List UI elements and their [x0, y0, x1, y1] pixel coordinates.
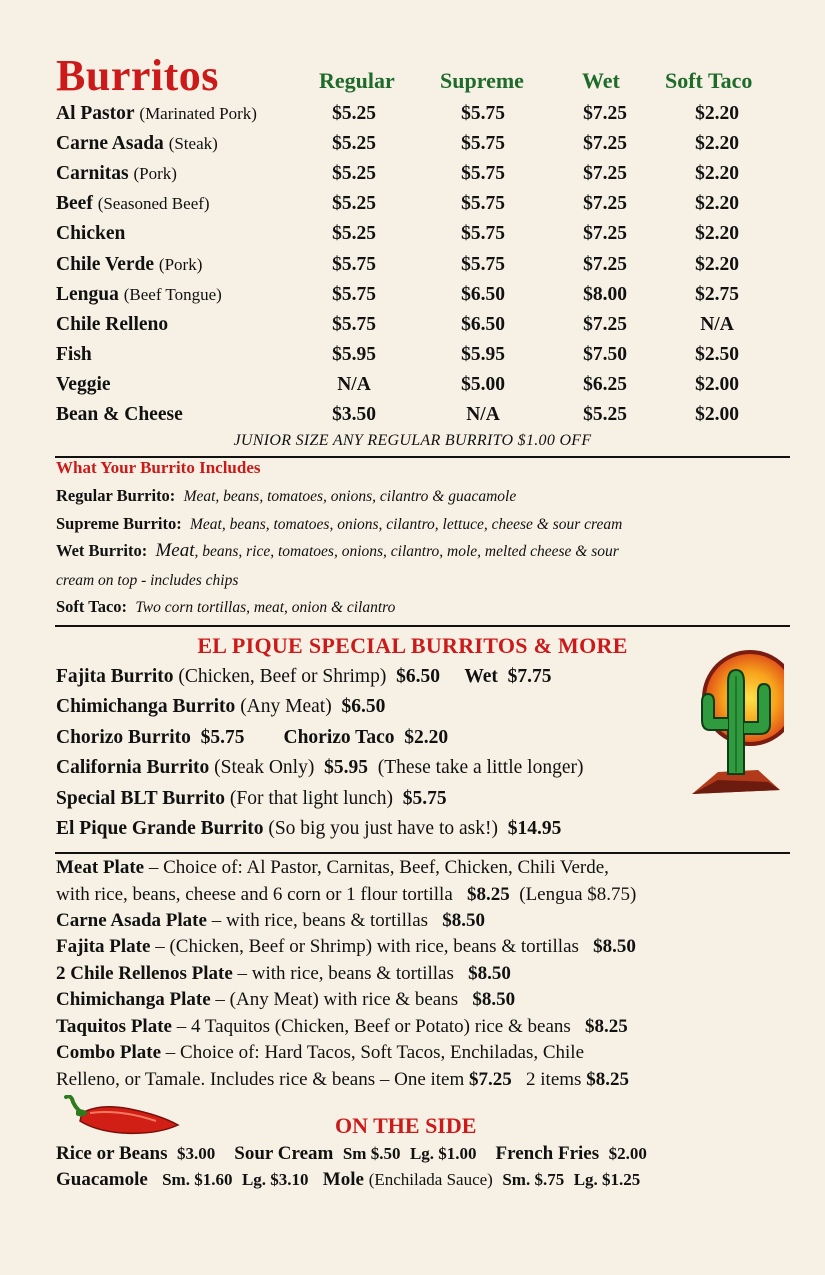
- item-price: Lg. $1.25: [573, 1170, 641, 1189]
- price-cell: $5.00: [461, 373, 505, 395]
- item-price: $8.50: [472, 989, 516, 1010]
- item-price: $7.25: [469, 1069, 512, 1090]
- price-cell: $5.75: [461, 163, 505, 185]
- item-desc: (Seasoned Beef): [97, 194, 210, 214]
- col-header-regular: Regular: [319, 68, 395, 93]
- special-chorizo: [56, 727, 448, 749]
- price-cell: $5.75: [332, 313, 376, 335]
- item-name: Chimichanga Plate: [56, 989, 211, 1010]
- item-price: $8.25: [585, 1016, 628, 1037]
- item-name: Chile Relleno: [56, 313, 169, 335]
- burrito-name: [56, 254, 202, 276]
- include-soft-taco: [56, 597, 395, 617]
- col-header-supreme: Supreme: [440, 68, 524, 93]
- price-cell: $7.25: [583, 163, 627, 185]
- include-text: cream on top - includes chips: [56, 572, 239, 589]
- item-name: Al Pastor: [56, 103, 135, 124]
- price-cell: $7.25: [583, 313, 627, 335]
- item-name: California Burrito: [56, 757, 210, 778]
- item-desc: Relleno, or Tamale. Includes rice & beans – One item: [56, 1069, 465, 1090]
- include-text: Meat, beans, tomatoes, onions, cilantro & guacamole: [183, 488, 517, 505]
- burrito-name: [56, 103, 257, 125]
- price-cell: $2.20: [695, 193, 739, 215]
- item-price: $14.95: [507, 818, 562, 839]
- price-cell: $5.25: [583, 404, 627, 425]
- item-price: $5.75: [200, 727, 245, 748]
- plate-chile-rellenos: [56, 963, 511, 985]
- item-name: Mole: [322, 1169, 364, 1190]
- table-row: [0, 284, 825, 314]
- include-label: Regular Burrito:: [56, 486, 176, 505]
- item-name: Chorizo Burrito: [56, 727, 191, 748]
- item-name: 2 Chile Rellenos Plate: [56, 963, 233, 984]
- include-label: Soft Taco:: [56, 597, 128, 616]
- price-cell: $7.25: [583, 103, 627, 124]
- price-cell: $6.50: [461, 283, 505, 305]
- include-text: Meat: [155, 540, 195, 561]
- item-price: $2.00: [608, 1144, 647, 1163]
- price-cell: $7.25: [583, 193, 627, 215]
- item-name: El Pique Grande Burrito: [56, 818, 264, 839]
- item-name: Fajita Plate: [56, 936, 151, 957]
- item-name: Carne Asada: [56, 133, 164, 155]
- item-name: Chicken: [56, 223, 126, 245]
- burrito-name: [56, 284, 222, 306]
- table-row: [0, 133, 825, 163]
- item-price: Sm $.50: [342, 1144, 401, 1163]
- table-row: [0, 193, 825, 223]
- price-cell: $5.75: [332, 283, 376, 305]
- plate-chimichanga: [56, 989, 515, 1011]
- price-cell: $2.00: [695, 404, 739, 425]
- item-price: $7.75: [507, 666, 552, 687]
- include-regular: [56, 486, 516, 506]
- include-label: Supreme Burrito:: [56, 514, 182, 533]
- special-title: EL PIQUE SPECIAL BURRITOS & MORE: [197, 633, 628, 658]
- include-supreme: [56, 514, 622, 534]
- item-desc: (Beef Tongue): [123, 284, 222, 304]
- special-fajita: [56, 666, 552, 688]
- price-cell: $2.20: [695, 103, 739, 124]
- include-text: , beans, rice, tomatoes, onions, cilantro, mole, melted cheese & sour: [194, 543, 619, 560]
- item-desc: (Pork): [158, 254, 203, 274]
- table-row: [0, 223, 825, 253]
- plate-fajita: [56, 936, 636, 958]
- price-cell: $5.75: [461, 103, 505, 124]
- burrito-name: [56, 223, 125, 245]
- item-price: $3.00: [177, 1144, 216, 1163]
- special-blt: [56, 788, 447, 810]
- table-row: [0, 254, 825, 284]
- price-cell: $7.50: [583, 343, 627, 365]
- item-name: Fajita Burrito: [56, 666, 174, 687]
- item-desc: (Marinated Pork): [139, 104, 257, 123]
- price-cell: $8.00: [583, 283, 627, 305]
- item-name: Guacamole: [56, 1169, 148, 1190]
- item-price: $5.75: [402, 788, 447, 809]
- item-desc: – (Any Meat) with rice & beans: [210, 989, 459, 1010]
- item-price: $8.50: [468, 963, 511, 984]
- table-row: [0, 374, 825, 404]
- special-california: [56, 757, 583, 779]
- price-cell: $5.25: [332, 103, 376, 124]
- item-desc: – (Chicken, Beef or Shrimp) with rice, beans & tortillas: [150, 936, 579, 957]
- price-cell: $5.25: [332, 193, 376, 215]
- table-row: [0, 344, 825, 374]
- item-name: Fish: [56, 343, 92, 365]
- item-price: $5.95: [324, 757, 368, 778]
- include-text: Meat, beans, tomatoes, onions, cilantro, lettuce, cheese & sour cream: [189, 516, 623, 533]
- divider: [55, 625, 790, 627]
- includes-title: What Your Burrito Includes: [56, 458, 261, 477]
- price-cell: $2.20: [695, 163, 739, 185]
- plate-meat: [56, 857, 609, 879]
- item-price: $6.50: [396, 666, 440, 687]
- include-label: Wet Burrito:: [56, 541, 148, 560]
- price-cell: $5.75: [461, 223, 505, 245]
- item-desc: (Any Meat): [240, 696, 332, 717]
- item-note: (These take a little longer): [377, 757, 584, 778]
- junior-size-note: JUNIOR SIZE ANY REGULAR BURRITO $1.00 OFF: [233, 432, 592, 449]
- price-cell: $2.50: [695, 343, 739, 365]
- item-price: Lg. $3.10: [241, 1170, 309, 1189]
- burrito-name: [56, 314, 168, 336]
- item-price: Sm. $1.60: [162, 1170, 233, 1189]
- item-price: $8.25: [586, 1069, 629, 1090]
- item-name: Beef: [56, 193, 93, 215]
- price-cell: N/A: [466, 404, 500, 425]
- item-price: $6.50: [341, 696, 386, 717]
- price-cell: $7.25: [583, 133, 627, 155]
- divider: [55, 852, 790, 854]
- item-name: Veggie: [56, 373, 111, 395]
- table-row: [0, 103, 825, 133]
- item-desc: (Pork): [133, 164, 177, 184]
- table-row: [0, 163, 825, 193]
- plate-meat-line2: [56, 884, 636, 906]
- item-name: Carne Asada Plate: [56, 910, 207, 931]
- item-desc: 2 items: [526, 1069, 582, 1090]
- side-row-1: [56, 1143, 647, 1165]
- price-cell: $5.75: [332, 253, 376, 275]
- price-cell: $6.25: [583, 373, 627, 395]
- price-cell: $5.75: [461, 133, 505, 155]
- plate-combo: [56, 1042, 584, 1064]
- item-name: Combo Plate: [56, 1042, 162, 1063]
- item-name: Lengua: [56, 283, 119, 305]
- price-cell: $7.25: [583, 253, 627, 275]
- item-price: Sm. $.75: [502, 1170, 565, 1189]
- plate-taquitos: [56, 1016, 628, 1038]
- item-desc: (Steak Only): [214, 757, 315, 778]
- item-price: Lg. $1.00: [409, 1144, 477, 1163]
- item-name: Rice or Beans: [56, 1143, 168, 1164]
- price-cell: N/A: [700, 313, 734, 335]
- price-cell: $2.20: [695, 223, 739, 245]
- item-desc: (Enchilada Sauce): [368, 1170, 493, 1189]
- side-title: ON THE SIDE: [335, 1113, 477, 1138]
- table-row: [0, 404, 825, 434]
- special-chimichanga: [56, 696, 385, 718]
- burritos-title: Burritos: [56, 51, 219, 100]
- item-desc: (Chicken, Beef or Shrimp): [178, 666, 387, 687]
- burrito-name: [56, 193, 210, 215]
- price-cell: $6.50: [461, 313, 505, 335]
- item-desc: (Steak): [168, 134, 218, 154]
- col-header-wet: Wet: [582, 68, 620, 93]
- item-name: Carnitas: [56, 163, 129, 185]
- include-wet-line2: [56, 570, 238, 590]
- item-name: Chimichanga Burrito: [56, 696, 236, 717]
- price-cell: $7.25: [583, 223, 627, 245]
- plate-combo-line2: [56, 1069, 629, 1091]
- item-desc: – Choice of: Al Pastor, Carnitas, Beef, Chicken, Chili Verde,: [144, 857, 609, 878]
- price-cell: $5.25: [332, 133, 376, 155]
- plate-carne-asada: [56, 910, 485, 932]
- item-price: $8.50: [442, 910, 486, 931]
- item-note: (Lengua $8.75): [519, 884, 637, 905]
- item-desc: – with rice, beans & tortillas: [206, 910, 429, 931]
- price-cell: $5.95: [461, 343, 505, 365]
- item-name: Wet: [464, 666, 498, 687]
- special-grande: [56, 818, 561, 840]
- item-desc: (So big you just have to ask!): [268, 818, 498, 839]
- price-cell: $5.25: [332, 163, 376, 185]
- item-name: Bean & Cheese: [56, 404, 183, 425]
- item-name: French Fries: [495, 1143, 600, 1164]
- item-name: Sour Cream: [234, 1143, 334, 1164]
- item-name: Chorizo Taco: [283, 727, 395, 748]
- burrito-name: [56, 404, 183, 426]
- item-desc: (For that light lunch): [229, 788, 393, 809]
- price-cell: $5.25: [332, 223, 376, 245]
- price-cell: $5.95: [332, 343, 376, 365]
- price-cell: $2.20: [695, 133, 739, 155]
- burrito-name: [56, 344, 92, 366]
- chili-pepper-icon: [60, 1095, 182, 1146]
- price-cell: $2.00: [695, 373, 739, 395]
- price-cell: N/A: [337, 373, 371, 395]
- item-desc: – 4 Taquitos (Chicken, Beef or Potato) rice & beans: [171, 1016, 571, 1037]
- price-cell: $5.75: [461, 193, 505, 215]
- col-header-soft-taco: Soft Taco: [665, 68, 753, 93]
- include-text: Two corn tortillas, meat, onion & cilantro: [135, 599, 396, 616]
- item-desc: – Choice of: Hard Tacos, Soft Tacos, Enchiladas, Chile: [161, 1042, 585, 1063]
- burrito-name: [56, 163, 177, 185]
- item-name: Meat Plate: [56, 857, 145, 878]
- burrito-name: [56, 133, 218, 155]
- item-name: Taquitos Plate: [56, 1016, 172, 1037]
- burrito-name: [56, 374, 111, 396]
- item-price: $2.20: [404, 727, 449, 748]
- item-name: Special BLT Burrito: [56, 788, 226, 809]
- item-price: $8.25: [467, 884, 510, 905]
- item-desc: with rice, beans, cheese and 6 corn or 1 flour tortilla: [56, 884, 453, 905]
- table-row: [0, 314, 825, 344]
- item-name: Chile Verde: [56, 253, 155, 275]
- price-cell: $2.75: [695, 283, 739, 305]
- cactus-sun-icon: [688, 642, 784, 807]
- include-wet: [56, 540, 619, 562]
- item-price: $8.50: [593, 936, 636, 957]
- price-cell: $5.75: [461, 253, 505, 275]
- item-desc: – with rice, beans & tortillas: [232, 963, 454, 984]
- price-cell: $2.20: [695, 253, 739, 275]
- side-row-2: [56, 1169, 640, 1191]
- price-cell: $3.50: [332, 404, 376, 425]
